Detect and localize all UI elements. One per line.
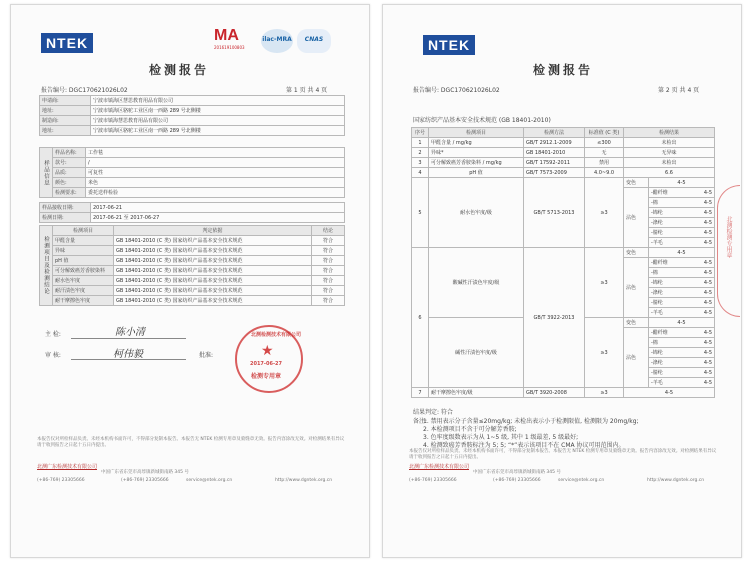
item: 可分解致癌芳香胺染料 (53, 266, 114, 276)
value: 宁波市镇海区骆驼工业区南一西路 289 号北侧楼 (91, 106, 345, 116)
item: 异味 (53, 246, 114, 256)
table-row (40, 296, 345, 306)
change-label: 变色 (624, 248, 649, 258)
table-header-row (412, 128, 715, 138)
grade: 4-5 (703, 189, 712, 196)
stain-cell (649, 198, 715, 208)
result: 符合 (312, 236, 345, 246)
method: GB/T 3920-2008 (524, 388, 585, 398)
results-group-label: 检测项目及检测结论 (40, 226, 53, 306)
results-table (39, 225, 345, 306)
fiber: -羊毛 (651, 309, 663, 316)
result: 符合 (312, 276, 345, 286)
no: 6 (412, 248, 429, 388)
company-phone: (+86-769) 23305666 (37, 478, 85, 483)
grade: 4-5 (703, 289, 712, 296)
method: GB/T 17592-2011 (524, 158, 585, 168)
table-row (40, 188, 345, 198)
disclaimer: 本报告仅对所检样品负责。未经本机构书面许可，不得部分复制本报告。本报告无 NTEK 检测专用章及骑缝章无效。报告内容涂改无效。对检测结果有异议请于收到报告之日起十五日内提出。 (409, 449, 717, 460)
item: 耐水色牢度 (53, 276, 114, 286)
limit: 禁用 (585, 158, 624, 168)
stain-cell (649, 228, 715, 238)
fiber: -涤纶 (651, 359, 663, 366)
no: 1 (412, 138, 429, 148)
table-row (40, 178, 345, 188)
grade: 4-5 (703, 359, 712, 366)
test-results-table (411, 127, 715, 398)
column-header: 检测项目 (53, 226, 114, 236)
change-label: 变色 (624, 318, 649, 328)
stain-label: 沾色 (624, 328, 649, 388)
company-website: http://www.dgntek.org.cn (647, 478, 705, 483)
notes-label: 备注: (413, 418, 428, 425)
period-value: 2017-06-21 至 2017-06-27 (91, 213, 345, 223)
sample-group-label: 样品信息 (40, 148, 53, 198)
label: 地址: (40, 106, 91, 116)
value: 委托送样检验 (86, 188, 345, 198)
result: 符合 (312, 256, 345, 266)
stain-cell (649, 288, 715, 298)
column-header: 判定依据 (114, 226, 312, 236)
note-item: 3. 色牢度级数表示为从 1~5 级, 其中 1 级最差, 5 级最好; (423, 434, 579, 441)
table-row (40, 116, 345, 126)
company-phone: (+86-769) 23305666 (409, 478, 457, 483)
stain-cell (649, 298, 715, 308)
fiber: -锦纶 (651, 279, 663, 286)
item: 可分解致癌芳香胺染料 / mg/kg (429, 158, 524, 168)
table-row (40, 213, 345, 223)
cnas-mark: CNAS (297, 29, 331, 53)
grade: 4-5 (703, 279, 712, 286)
stamp-ring-text: 北测检测技术有限公司 (251, 332, 302, 338)
item: 耐水色牢度/级 (429, 178, 524, 248)
grade: 4-5 (703, 259, 712, 266)
table-row (40, 286, 345, 296)
table-row (412, 148, 715, 158)
item: 异味* (429, 148, 524, 158)
value: 米色 (86, 178, 345, 188)
fiber: -腈纶 (651, 299, 663, 306)
note-item: 2. 本检测项目不含于可分解芳香胺; (423, 426, 517, 433)
result: 未检出 (624, 158, 715, 168)
company-fax: (+86-769) 23305666 (493, 478, 541, 483)
method: GB/T 3922-2013 (524, 248, 585, 388)
value: / (86, 158, 345, 168)
result: 符合 (312, 296, 345, 306)
side-seal-stamp (717, 185, 740, 317)
table-row (40, 158, 345, 168)
inspector-signature: 陈小清 (115, 327, 145, 338)
table-header-row (40, 226, 345, 236)
table-row (40, 106, 345, 116)
label: 样品名称: (53, 148, 86, 158)
result: 4-5 (624, 388, 715, 398)
report-number: 报告编号: DGC170621026L02 (413, 87, 500, 94)
limit: ≥3 (585, 178, 624, 248)
item: 甲醛含量 (53, 236, 114, 246)
fiber: -锦纶 (651, 349, 663, 356)
change-value: 4-5 (649, 248, 715, 258)
grade: 4-5 (703, 209, 712, 216)
company-website: http://www.dgntek.org.cn (275, 478, 333, 483)
label: 地址: (40, 126, 91, 136)
result: 6.6 (624, 168, 715, 178)
no: 5 (412, 178, 429, 248)
result: 无异味 (624, 148, 715, 158)
limit: ≥3 (585, 388, 624, 398)
table-row (412, 138, 715, 148)
note-item: 4. 检测致癌芳香胺标注为 5; 5; “*”表示该项目不在 CMA 协议可用范围内。 (423, 442, 625, 449)
item: 酸碱性汗渍色牢度/级 (429, 248, 524, 318)
disclaimer: 本报告仅对所检样品负责。未经本机构书面许可，不得部分复制本报告。本报告无 NTEK 检测专用章及骑缝章无效。报告内容涂改无效。对检测结果有异议请于收到报告之日起十五日内提出。 (37, 437, 345, 448)
value: 可复性 (86, 168, 345, 178)
method: GB/T 7573-2009 (524, 168, 585, 178)
stamp-date: 2017-06-27 (250, 361, 282, 367)
reviewer-signature: 柯伟毅 (113, 349, 143, 360)
table-row (40, 256, 345, 266)
item: pH 值 (53, 256, 114, 266)
grade: 4-5 (703, 309, 712, 316)
conclusion: 结果判定: 符合 (413, 409, 453, 416)
basis: GB 18401-2010 (C 类) 国家纺织产品基本安全技术规范 (114, 256, 312, 266)
column-header: 检测项目 (429, 128, 524, 138)
applicant-info-table (39, 95, 345, 136)
label: 检测要求: (53, 188, 86, 198)
value: 宁波市镇海慧思教育用品有限公司 (91, 116, 345, 126)
company-address: 中国广东省东莞市高埗镇新城街南路 345 号 (473, 470, 561, 475)
report-page-2 (382, 4, 742, 558)
fiber: -棉 (651, 269, 658, 276)
no: 3 (412, 158, 429, 168)
change-value: 4-5 (649, 318, 715, 328)
value: 宁波市镇海区慧思教育用品有限公司 (91, 96, 345, 106)
stain-cell (649, 368, 715, 378)
table-row (40, 168, 345, 178)
label: 款号: (53, 158, 86, 168)
stain-cell (649, 338, 715, 348)
company-email: service@ntek.org.cn (558, 478, 605, 483)
stain-cell (649, 378, 715, 388)
cma-mark-text: MA (214, 27, 239, 44)
fiber: -羊毛 (651, 239, 663, 246)
table-row (412, 168, 715, 178)
stain-cell (649, 278, 715, 288)
no: 4 (412, 168, 429, 178)
approve-label: 批准: (199, 352, 214, 359)
column-header: 序号 (412, 128, 429, 138)
limit: ≤300 (585, 138, 624, 148)
company-name: 北测广东检测技术有限公司 (37, 464, 98, 470)
item: pH 值 (429, 168, 524, 178)
company-address: 中国广东省东莞市高埗镇新城街南路 345 号 (101, 470, 189, 475)
table-row (40, 276, 345, 286)
report-number: 报告编号: DGC170621026L02 (41, 87, 128, 94)
stain-cell (649, 348, 715, 358)
ilac-mra-mark: ilac-MRA (261, 29, 293, 53)
fiber: -腈纶 (651, 229, 663, 236)
fiber: -醋纤维 (651, 259, 668, 266)
signature-line (71, 359, 186, 360)
basis: GB 18401-2010 (C 类) 国家纺织产品基本安全技术规范 (114, 286, 312, 296)
grade: 4-5 (703, 379, 712, 386)
limit: ≥3 (585, 248, 624, 318)
fiber: -涤纶 (651, 219, 663, 226)
table-row (412, 178, 715, 188)
cma-mark-number: 201619100803 (214, 45, 245, 50)
cma-mark (214, 27, 254, 53)
grade: 4-5 (703, 229, 712, 236)
method: GB 18401-2010 (524, 148, 585, 158)
method: GB/T 2912.1-2009 (524, 138, 585, 148)
method: GB/T 5713-2013 (524, 178, 585, 248)
fiber: -腈纶 (651, 369, 663, 376)
basis: GB 18401-2010 (C 类) 国家纺织产品基本安全技术规范 (114, 246, 312, 256)
stain-cell (649, 308, 715, 318)
grade: 4-5 (703, 349, 712, 356)
stain-cell (649, 268, 715, 278)
company-fax: (+86-769) 23305666 (121, 478, 169, 483)
stain-label: 沾色 (624, 258, 649, 318)
limit: 4.0~9.0 (585, 168, 624, 178)
column-header: 检测结果 (624, 128, 715, 138)
grade: 4-5 (703, 219, 712, 226)
column-header: 标准值 (C 类) (585, 128, 624, 138)
table-row (40, 148, 345, 158)
received-label: 样品接收日期: (40, 203, 91, 213)
grade: 4-5 (703, 329, 712, 336)
fiber: -棉 (651, 199, 658, 206)
table-row (40, 203, 345, 213)
item: 甲醛含量 / mg/kg (429, 138, 524, 148)
star-icon: ★ (261, 343, 274, 359)
result: 符合 (312, 266, 345, 276)
change-value: 4-5 (649, 178, 715, 188)
stain-cell (649, 358, 715, 368)
received-value: 2017-06-21 (91, 203, 345, 213)
note-item: 1. 禁用表示分子含量≤20mg/kg; 未检出表示小于检测限值, 检测限为 20mg/kg; (423, 418, 639, 425)
change-label: 变色 (624, 178, 649, 188)
report-title: 检测报告 (149, 63, 210, 77)
page-number: 第 2 页 共 4 页 (658, 87, 700, 94)
grade: 4-5 (703, 299, 712, 306)
fiber: -棉 (651, 339, 658, 346)
table-row (412, 248, 715, 258)
table-row (40, 236, 345, 246)
item: 耐汗渍色牢度 (53, 286, 114, 296)
ntek-logo: NTEK (41, 33, 93, 53)
table-row (40, 96, 345, 106)
result: 未检出 (624, 138, 715, 148)
stain-label: 沾色 (624, 188, 649, 248)
table-row (40, 266, 345, 276)
grade: 4-5 (703, 239, 712, 246)
result: 符合 (312, 246, 345, 256)
signature-line (71, 338, 186, 339)
column-header: 结论 (312, 226, 345, 236)
stain-cell (649, 258, 715, 268)
basis: GB 18401-2010 (C 类) 国家纺织产品基本安全技术规范 (114, 296, 312, 306)
company-name: 北测广东检测技术有限公司 (409, 464, 470, 470)
no: 7 (412, 388, 429, 398)
period-label: 检测日期: (40, 213, 91, 223)
report-page-1 (10, 4, 370, 558)
label: 制造商: (40, 116, 91, 126)
fiber: -羊毛 (651, 379, 663, 386)
stain-cell (649, 238, 715, 248)
table-row (40, 246, 345, 256)
table-row (412, 158, 715, 168)
company-email: service@ntek.org.cn (186, 478, 233, 483)
grade: 4-5 (703, 339, 712, 346)
basis: GB 18401-2010 (C 类) 国家纺织产品基本安全技术规范 (114, 266, 312, 276)
value: 工作毯 (86, 148, 345, 158)
column-header: 检测方法 (524, 128, 585, 138)
grade: 4-5 (703, 269, 712, 276)
item: 耐干摩擦色牢度 (53, 296, 114, 306)
side-seal-text: 北测检测专用章 (725, 216, 732, 258)
limit: 无 (585, 148, 624, 158)
item: 碱性汗渍色牢度/级 (429, 318, 524, 388)
report-title: 检测报告 (533, 63, 594, 77)
table-row (40, 126, 345, 136)
fiber: -涤纶 (651, 289, 663, 296)
basis: GB 18401-2010 (C 类) 国家纺织产品基本安全技术规范 (114, 236, 312, 246)
item: 耐干摩擦色牢度/级 (429, 388, 524, 398)
label: 颜色: (53, 178, 86, 188)
fiber: -醋纤维 (651, 189, 668, 196)
stain-cell (649, 328, 715, 338)
stamp-text: 检测专用章 (251, 373, 282, 380)
standard-line: 国家纺织产品基本安全技术规范 (GB 18401-2010) (413, 117, 551, 124)
inspector-label: 主 检: (45, 331, 61, 338)
fiber: -锦纶 (651, 209, 663, 216)
stain-cell (649, 208, 715, 218)
sample-info-table (39, 147, 345, 198)
table-row (412, 388, 715, 398)
no: 2 (412, 148, 429, 158)
official-stamp (235, 325, 303, 393)
stain-cell (649, 188, 715, 198)
fiber: -醋纤维 (651, 329, 668, 336)
dates-table (39, 202, 345, 223)
stain-cell (649, 218, 715, 228)
basis: GB 18401-2010 (C 类) 国家纺织产品基本安全技术规范 (114, 276, 312, 286)
grade: 4-5 (703, 369, 712, 376)
page-number: 第 1 页 共 4 页 (286, 87, 328, 94)
result: 符合 (312, 286, 345, 296)
reviewer-label: 审 核: (45, 352, 61, 359)
label: 申请商: (40, 96, 91, 106)
grade: 4-5 (703, 199, 712, 206)
label: 品质: (53, 168, 86, 178)
value: 宁波市镇海区骆驼工业区南一西路 289 号北侧楼 (91, 126, 345, 136)
limit: ≥3 (585, 318, 624, 388)
ntek-logo: NTEK (423, 35, 475, 55)
